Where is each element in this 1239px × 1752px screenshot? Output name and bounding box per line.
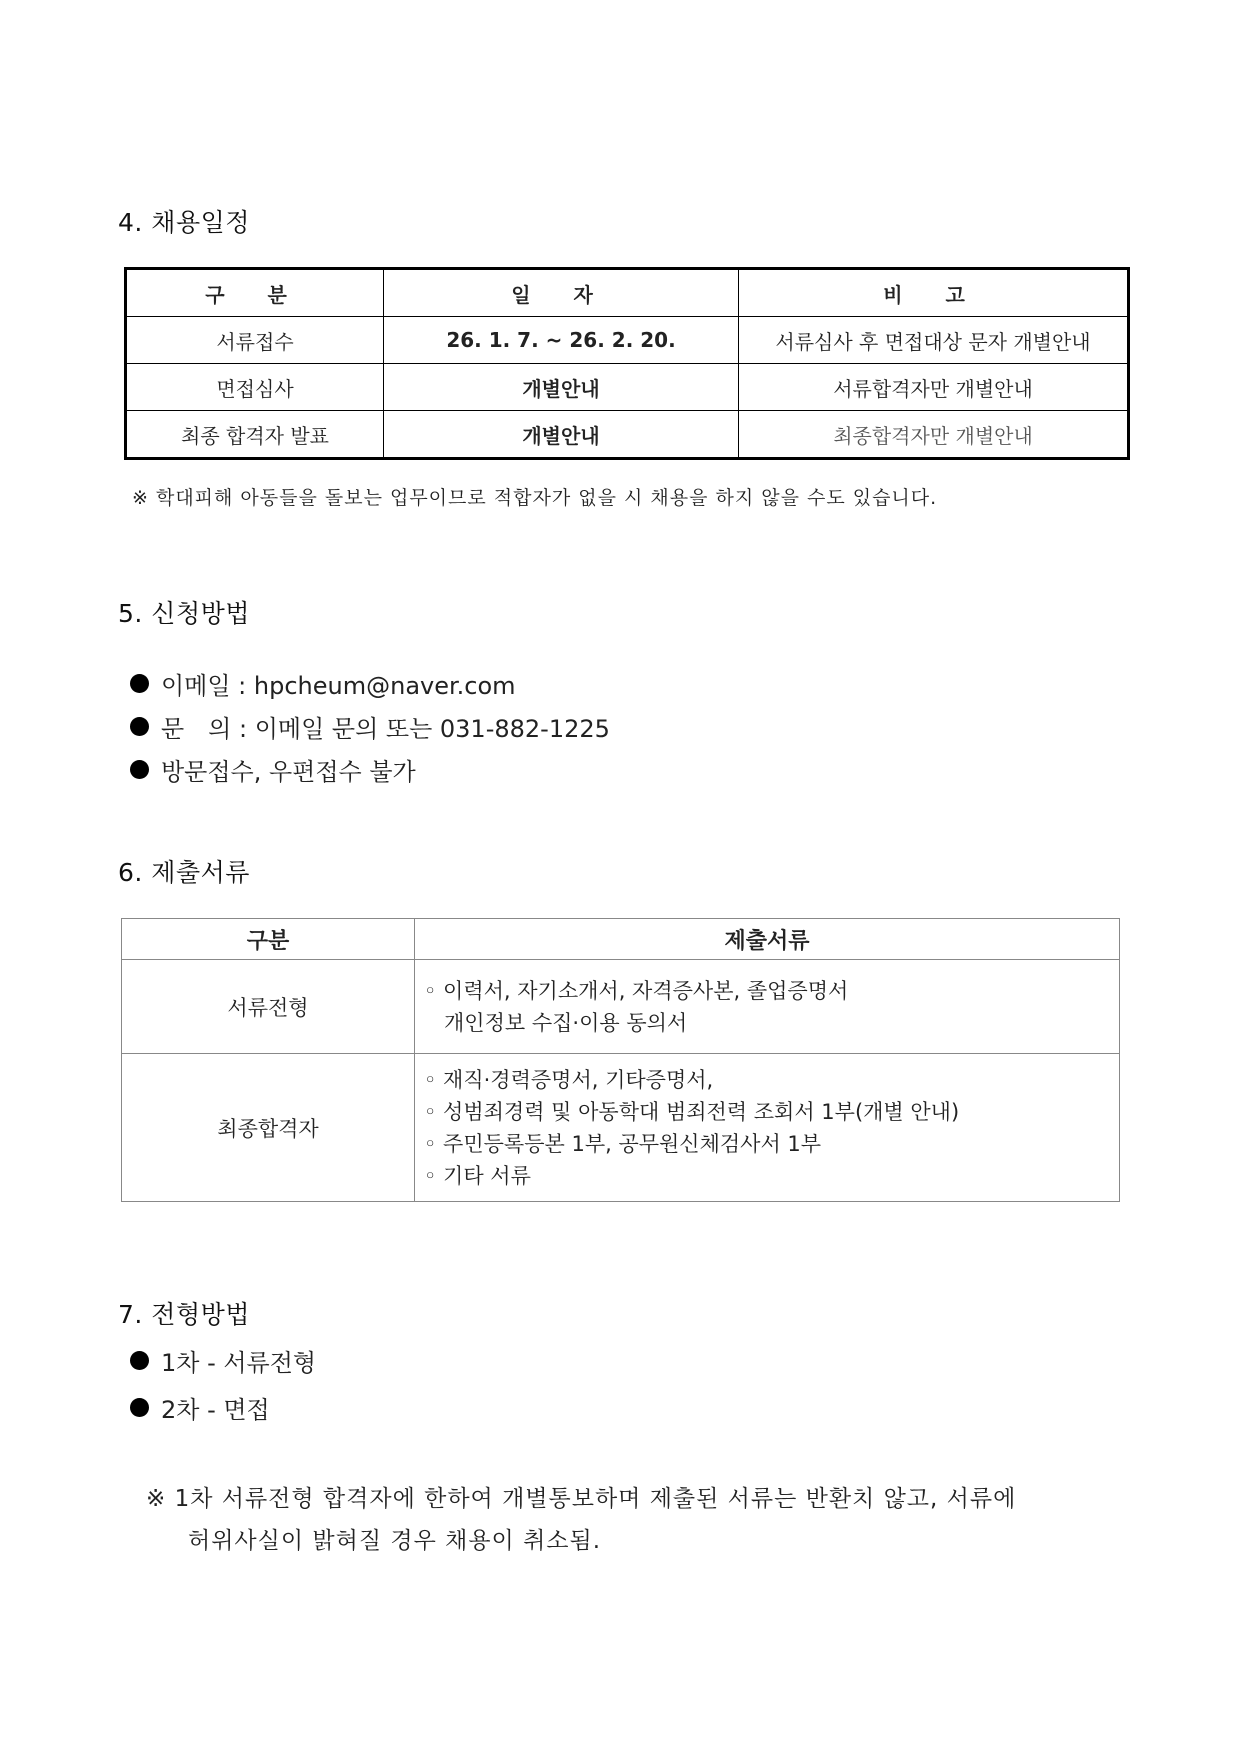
cell-documents xyxy=(415,1054,1120,1202)
document-item: ◦ 주민등록등본 1부, 공무원신체검사서 1부 xyxy=(424,1131,822,1156)
cell-category: 최종합격자 xyxy=(122,1054,415,1202)
document-item: 개인정보 수집·이용 동의서 xyxy=(424,1010,688,1035)
cell-date: 개별안내 xyxy=(384,364,739,411)
cell-date: 개별안내 xyxy=(384,411,739,459)
selection-note-line2: 허위사실이 밝혀질 경우 채용이 취소됨. xyxy=(188,1528,602,1554)
selection-note-line1: ※ 1차 서류전형 합격자에 한하여 개별통보하며 제출된 서류는 반환치 않고, 서류에 xyxy=(146,1486,1017,1512)
section-heading-selection: 7. 전형방법 xyxy=(118,1300,250,1329)
list-item xyxy=(130,752,416,787)
cell-remark: 서류심사 후 면접대상 문자 개별안내 xyxy=(739,317,1129,364)
bullet-icon xyxy=(130,1351,149,1370)
header-category: 구 분 xyxy=(126,269,384,317)
bullet-icon xyxy=(130,1398,149,1417)
cell-category: 서류접수 xyxy=(126,317,384,364)
list-item xyxy=(130,1343,316,1378)
table-row xyxy=(126,364,1129,411)
section-heading-schedule: 4. 채용일정 xyxy=(118,208,250,237)
list-item-text: 2차 - 면접 xyxy=(161,1396,270,1424)
list-item xyxy=(130,1390,270,1425)
table-row xyxy=(122,960,1120,1054)
list-item-text: 방문접수, 우편접수 불가 xyxy=(161,758,416,786)
list-item-text: 문 의 : 이메일 문의 또는 031-882-1225 xyxy=(161,715,610,743)
table-header-row xyxy=(122,919,1120,960)
table-row xyxy=(126,317,1129,364)
cell-remark: 서류합격자만 개별안내 xyxy=(739,364,1129,411)
section-heading-application: 5. 신청방법 xyxy=(118,599,250,628)
list-item-text: 1차 - 서류전형 xyxy=(161,1349,317,1377)
cell-category: 최종 합격자 발표 xyxy=(126,411,384,459)
header-date: 일 자 xyxy=(384,269,739,317)
bullet-icon xyxy=(130,717,149,736)
cell-category: 서류전형 xyxy=(122,960,415,1054)
list-item xyxy=(130,709,610,744)
list-item xyxy=(130,666,516,701)
cell-documents xyxy=(415,960,1120,1054)
document-item: ◦ 성범죄경력 및 아동학대 범죄전력 조회서 1부(개별 안내) xyxy=(424,1099,960,1124)
bullet-icon xyxy=(130,760,149,779)
document-item: ◦ 기타 서류 xyxy=(424,1163,531,1188)
schedule-table xyxy=(124,267,1130,460)
document-item: ◦ 재직·경력증명서, 기타증명서, xyxy=(424,1067,714,1092)
header-documents: 제출서류 xyxy=(415,919,1120,960)
table-row xyxy=(126,411,1129,459)
cell-category: 면접심사 xyxy=(126,364,384,411)
cell-date: 26. 1. 7. ~ 26. 2. 20. xyxy=(384,317,739,364)
schedule-note: ※ 학대피해 아동들을 돌보는 업무이므로 적합자가 없을 시 채용을 하지 않을 수도 있습니다. xyxy=(132,487,938,509)
document-item: ◦ 이력서, 자기소개서, 자격증사본, 졸업증명서 xyxy=(424,978,849,1003)
table-header-row xyxy=(126,269,1129,317)
section-heading-documents: 6. 제출서류 xyxy=(118,858,250,887)
header-remark: 비 고 xyxy=(739,269,1129,317)
header-category: 구분 xyxy=(122,919,415,960)
cell-remark: 최종합격자만 개별안내 xyxy=(739,411,1129,459)
documents-table xyxy=(121,918,1120,1202)
list-item-text: 이메일 : hpcheum@naver.com xyxy=(161,672,516,700)
bullet-icon xyxy=(130,674,149,693)
table-row xyxy=(122,1054,1120,1202)
